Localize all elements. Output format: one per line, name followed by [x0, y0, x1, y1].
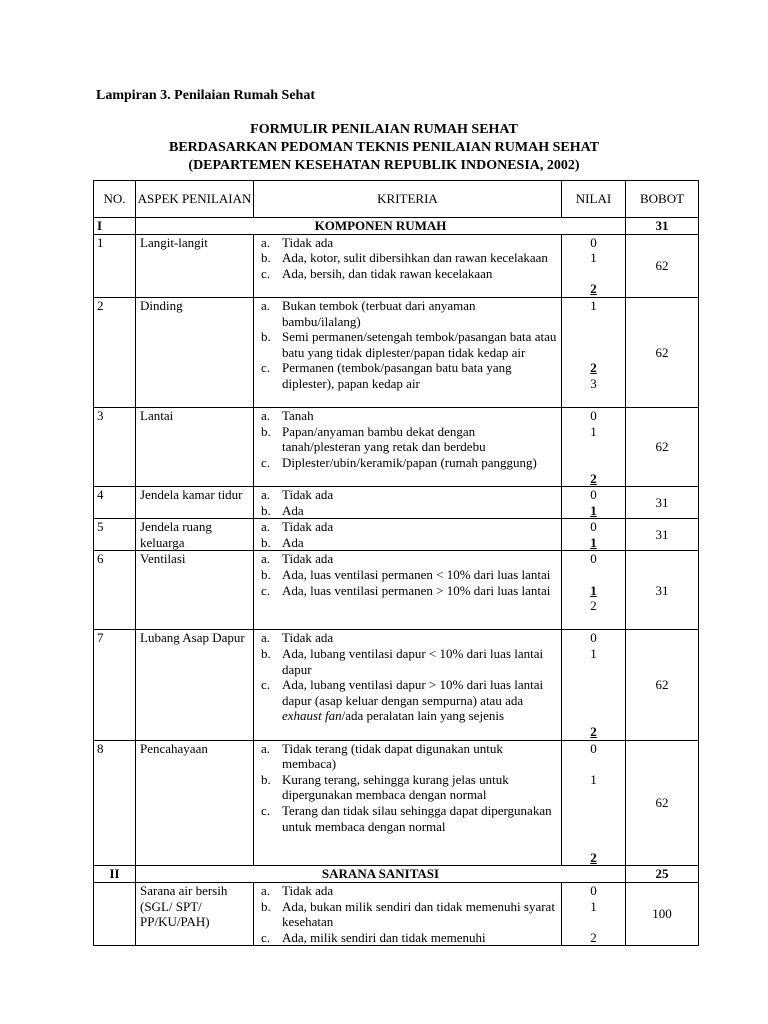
section-row: [94, 218, 699, 235]
criterion-text: Bukan tembok (terbuat dari anyaman bambu/ilalang): [282, 297, 476, 329]
criterion-text-part: Ada, lubang ventilasi dapur > 10% dari luas lantai dapur (asap keluar dengan sempurna) atau ada: [282, 677, 544, 708]
row-bobot: 62: [626, 630, 699, 740]
nilai-value: 1: [590, 297, 597, 313]
criterion-letter: c.: [261, 582, 271, 598]
criterion-text: Terang dan tidak silau sehingga dapat dipergunakan untuk membaca dengan normal: [282, 803, 552, 834]
table-row: [94, 234, 699, 297]
nilai-value: 0: [590, 740, 597, 756]
row-aspek: Dinding: [136, 297, 254, 407]
criterion-letter: c.: [261, 265, 271, 281]
criterion: [254, 677, 561, 724]
row-bobot: 62: [626, 297, 699, 407]
row-no: [94, 883, 136, 946]
criterion-text: Tidak ada: [282, 551, 334, 567]
nilai-value: 1: [590, 646, 597, 662]
criterion-letter: b.: [261, 771, 271, 787]
row-kriteria: [254, 297, 562, 407]
row-kriteria: [254, 519, 562, 551]
criterion-text: Semi permanen/setengah tembok/pasangan bata atau batu yang tidak diplester/papan tidak kedap air: [282, 329, 557, 360]
row-nilai: [562, 551, 626, 630]
nilai-value: 0: [590, 551, 597, 567]
title-line-2: BERDASARKAN PEDOMAN TEKNIS PENILAIAN RUMAH SEHAT: [168, 140, 600, 155]
row-kriteria: [254, 408, 562, 487]
criterion-text-italic: exhaust fan: [282, 708, 342, 724]
header-no: NO.: [94, 181, 136, 218]
row-kriteria: [254, 487, 562, 519]
criterion-text: Permanen (tembok/pasangan batu bata yang diplester), papan kedap air: [282, 360, 512, 391]
header-nilai: NILAI: [562, 181, 626, 218]
table-row: [94, 551, 699, 630]
criterion-letter: b.: [261, 329, 271, 345]
criterion-text: [282, 677, 561, 724]
criterion-letter: c.: [261, 360, 271, 376]
row-aspek: Langit-langit: [136, 234, 254, 297]
row-bobot: 100: [626, 883, 699, 946]
criterion-letter: b.: [261, 567, 271, 583]
title-line-1: FORMULIR PENILAIAN RUMAH SEHAT: [250, 122, 518, 137]
row-kriteria: [254, 883, 562, 946]
row-aspek: Ventilasi: [136, 551, 254, 630]
nilai-value: 2: [590, 281, 597, 297]
row-kriteria: [254, 234, 562, 297]
criterion-text: Tidak terang (tidak dapat digunakan untuk membaca): [282, 740, 503, 772]
row-kriteria: [254, 740, 562, 866]
criterion-text: Ada, luas ventilasi permanen > 10% dari luas lantai: [282, 582, 551, 598]
criterion: [254, 250, 561, 266]
table-row: [94, 487, 699, 519]
section-name: KOMPONEN RUMAH: [136, 218, 626, 235]
nilai-value: 0: [590, 883, 597, 898]
row-nilai: [562, 297, 626, 407]
table-row: [94, 630, 699, 740]
criterion-letter: c.: [261, 929, 271, 945]
criterion: [254, 503, 561, 519]
row-nilai: [562, 519, 626, 551]
criterion-letter: a.: [261, 297, 271, 313]
section-row: [94, 866, 699, 883]
criterion: [254, 646, 561, 677]
nilai-value: 1: [590, 423, 597, 439]
criterion: [254, 408, 561, 424]
criterion-text: Tanah: [282, 408, 314, 424]
criterion-text-part: /ada peralatan lain yang sejenis: [341, 708, 505, 724]
row-bobot: 62: [626, 408, 699, 487]
criterion-text: Ada: [282, 534, 304, 550]
row-bobot: 31: [626, 487, 699, 519]
criterion-text: Tidak ada: [282, 487, 334, 503]
criterion: [254, 535, 561, 551]
criterion-letter: c.: [261, 677, 271, 693]
criterion-text: Ada, bersih, dan tidak rawan kecelakaan: [282, 265, 493, 281]
criterion-letter: a.: [261, 740, 271, 756]
nilai-value: 1: [590, 771, 597, 787]
nilai-value: 0: [590, 519, 597, 535]
appendix-heading: Lampiran 3. Penilaian Rumah Sehat: [96, 88, 315, 103]
row-nilai: [562, 487, 626, 519]
criterion-letter: b.: [261, 502, 271, 518]
criterion-text: Kurang terang, sehingga kurang jelas untuk dipergunakan membaca dengan normal: [282, 771, 509, 803]
criterion-text: Tidak ada: [282, 883, 334, 898]
form-title: [0, 121, 768, 175]
criterion-text: Ada, milik sendiri dan tidak memenuhi: [282, 929, 486, 945]
nilai-value: 0: [590, 234, 597, 250]
nilai-value: 2: [590, 724, 597, 740]
row-aspek: Jendela ruang keluarga: [136, 519, 254, 551]
row-aspek: Pencahayaan: [136, 740, 254, 866]
criterion: [254, 551, 561, 567]
criterion-letter: b.: [261, 423, 271, 439]
table-row: [94, 883, 699, 946]
table-row: [94, 740, 699, 866]
nilai-value: 0: [590, 487, 597, 503]
nilai-value: 1: [590, 534, 597, 550]
row-bobot: 62: [626, 234, 699, 297]
row-aspek: Lantai: [136, 408, 254, 487]
table-row: [94, 408, 699, 487]
criterion-letter: a.: [261, 487, 271, 503]
row-no: 2: [94, 297, 136, 407]
criterion: [254, 455, 561, 471]
row-nilai: [562, 234, 626, 297]
criterion: [254, 583, 561, 599]
criterion-letter: a.: [261, 519, 271, 535]
criterion-letter: b.: [261, 898, 271, 914]
nilai-value: 2: [590, 360, 597, 376]
criterion: [254, 741, 561, 772]
nilai-value: 2: [590, 470, 597, 486]
criterion-letter: b.: [261, 534, 271, 550]
criterion-text: Ada, kotor, sulit dibersihkan dan rawan kecelakaan: [282, 250, 548, 266]
criterion-text: Tidak ada: [282, 234, 334, 250]
criterion-letter: b.: [261, 646, 271, 662]
row-bobot: 62: [626, 740, 699, 866]
criterion: [254, 298, 561, 329]
section-no: II: [94, 866, 136, 883]
row-nilai: [562, 630, 626, 740]
criterion: [254, 519, 561, 535]
row-no: 4: [94, 487, 136, 519]
section-bobot: 31: [626, 218, 699, 235]
criterion: [254, 235, 561, 251]
row-no: 3: [94, 408, 136, 487]
criterion-text: Tidak ada: [282, 630, 334, 646]
table-row: [94, 519, 699, 551]
nilai-value: 1: [590, 582, 597, 598]
row-kriteria: [254, 630, 562, 740]
criterion-text: Ada, luas ventilasi permanen < 10% dari luas lantai: [282, 567, 551, 583]
criterion: [254, 883, 561, 899]
criterion-letter: c.: [261, 803, 271, 818]
row-bobot: 31: [626, 519, 699, 551]
title-line-3: (DEPARTEMEN KESEHATAN REPUBLIK INDONESIA, 2002): [188, 158, 580, 173]
nilai-value: 2: [590, 849, 597, 865]
criterion-letter: a.: [261, 234, 271, 250]
criterion-text: Tidak ada: [282, 519, 334, 535]
criterion-text: Ada, lubang ventilasi dapur < 10% dari luas lantai dapur: [282, 646, 544, 677]
row-no: 7: [94, 630, 136, 740]
criterion: [254, 803, 561, 834]
assessment-table: [93, 180, 699, 946]
criterion-text: Papan/anyaman bambu dekat dengan tanah/plesteran yang retak dan berdebu: [282, 423, 486, 455]
header-aspek: ASPEK PENILAIAN: [136, 181, 254, 218]
criterion: [254, 266, 561, 282]
criterion: [254, 487, 561, 503]
criterion-letter: a.: [261, 551, 271, 567]
nilai-value: 1: [590, 250, 597, 266]
criterion-letter: a.: [261, 630, 271, 646]
nilai-value: 0: [590, 408, 597, 424]
criterion: [254, 567, 561, 583]
criterion-text: Ada, bukan milik sendiri dan tidak memenuhi syarat kesehatan: [282, 898, 555, 930]
nilai-value: 2: [590, 598, 597, 614]
criterion-letter: c.: [261, 454, 271, 470]
row-bobot: 31: [626, 551, 699, 630]
criterion: [254, 329, 561, 360]
criterion-letter: a.: [261, 883, 271, 898]
table-header-row: [94, 181, 699, 218]
criterion: [254, 772, 561, 803]
table-row: [94, 297, 699, 407]
nilai-value: 2: [590, 929, 597, 945]
row-aspek: Lubang Asap Dapur: [136, 630, 254, 740]
header-kriteria: KRITERIA: [254, 181, 562, 218]
section-name: SARANA SANITASI: [136, 866, 626, 883]
nilai-value: 1: [590, 502, 597, 518]
row-no: 1: [94, 234, 136, 297]
criterion-letter: b.: [261, 250, 271, 266]
row-nilai: [562, 883, 626, 946]
row-nilai: [562, 408, 626, 487]
row-aspek: Sarana air bersih (SGL/ SPT/ PP/KU/PAH): [136, 883, 254, 946]
nilai-value: 3: [590, 375, 597, 391]
nilai-value: 0: [590, 630, 597, 646]
criterion: [254, 630, 561, 646]
criterion: [254, 899, 561, 930]
section-bobot: 25: [626, 866, 699, 883]
section-no: I: [94, 218, 136, 235]
row-nilai: [562, 740, 626, 866]
header-bobot: BOBOT: [626, 181, 699, 218]
criterion: [254, 930, 561, 946]
row-aspek: Jendela kamar tidur: [136, 487, 254, 519]
criterion: [254, 424, 561, 455]
criterion-letter: a.: [261, 408, 271, 424]
nilai-value: 1: [590, 898, 597, 914]
row-kriteria: [254, 551, 562, 630]
row-no: 5: [94, 519, 136, 551]
criterion: [254, 360, 561, 391]
criterion-text: Ada: [282, 502, 304, 518]
criterion-text: Diplester/ubin/keramik/papan (rumah panggung): [282, 454, 537, 470]
row-no: 8: [94, 740, 136, 866]
row-no: 6: [94, 551, 136, 630]
